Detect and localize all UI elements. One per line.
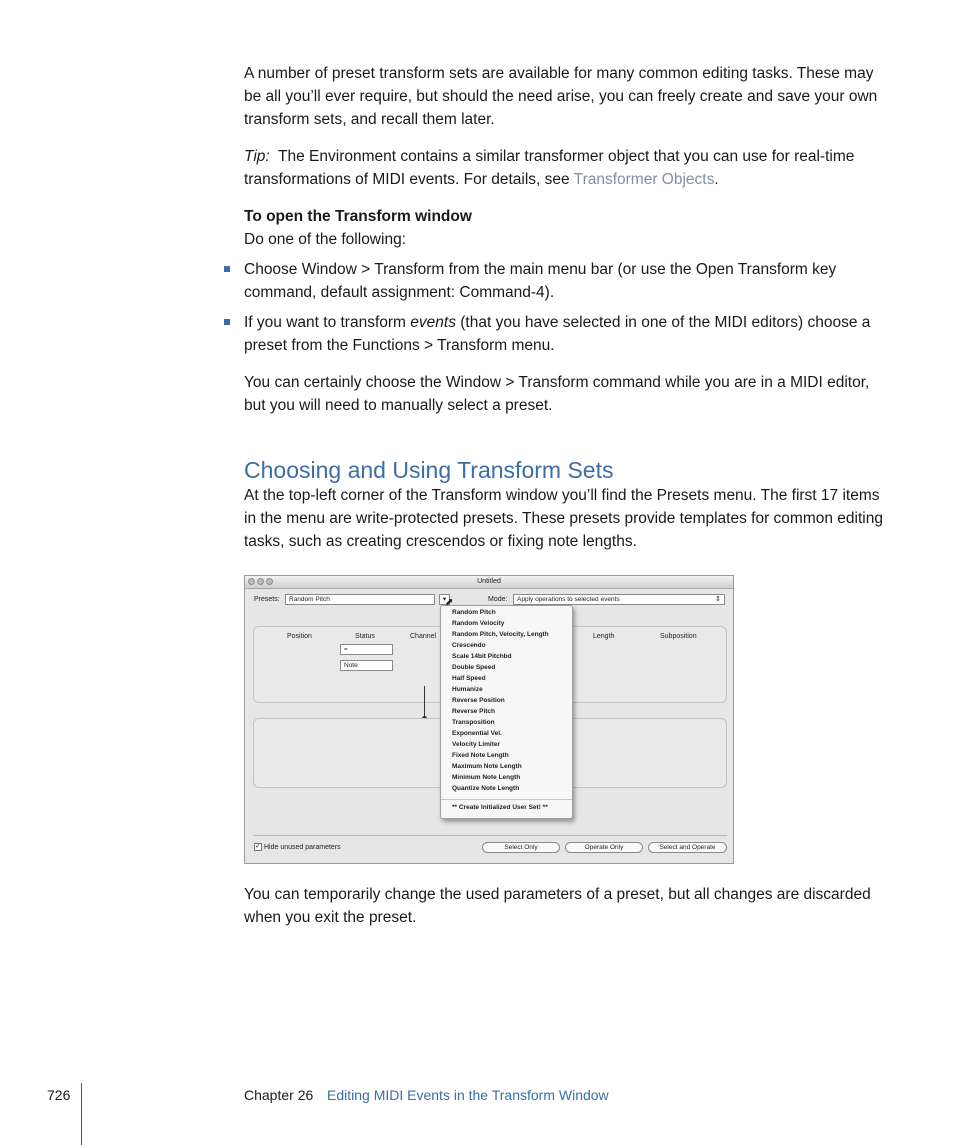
menu-item[interactable]: Half Speed [452, 675, 486, 682]
tip-paragraph [244, 145, 884, 191]
section-paragraph: At the top-left corner of the Transform window you’ll find the Presets menu. The first 17 items in the menu are write-protected presets. These presets provide templates for common editing tasks, such as creating crescendos or fixing note lengths. [244, 487, 883, 550]
column-status: Status [355, 633, 375, 640]
transformer-objects-link[interactable]: Transformer Objects [573, 171, 715, 188]
intro-paragraph: A number of preset transform sets are available for many common editing tasks. These may be all you’ll ever require, but should the need arise, you can freely create and save your own transform sets, and recall them later. [244, 65, 878, 128]
bullet-2-text-b: (that you have selected in one of the MIDI editors) choose a preset from the Functions > Transform menu. [244, 314, 871, 354]
footer-chapter-title: Editing MIDI Events in the Transform Window [327, 1087, 609, 1103]
window-title: Untitled [477, 578, 501, 585]
window-titlebar [245, 576, 733, 589]
mode-label: Mode: [488, 596, 508, 603]
updown-icon: ⇕ [715, 596, 721, 603]
presets-dropdown-menu [440, 605, 573, 819]
menu-separator [441, 799, 572, 800]
bullet-item-2 [244, 311, 884, 357]
menu-item[interactable]: Reverse Position [452, 697, 505, 704]
menu-item[interactable]: Minimum Note Length [452, 774, 521, 781]
mode-select[interactable]: Apply operations to selected events [513, 594, 725, 605]
task-after-paragraph: You can certainly choose the Window > Transform command while you are in a MIDI editor, but you will need to manually select a preset. [244, 374, 870, 414]
column-length: Length [593, 633, 615, 640]
footer-rule [81, 1083, 82, 1145]
hide-unused-checkbox[interactable]: ✓ [255, 843, 261, 850]
chevron-down-icon: ▾ [442, 596, 447, 603]
hide-unused-label: Hide unused parameters [264, 844, 341, 851]
bullet-2-text-a: If you want to transform [244, 314, 406, 331]
bullet-icon [224, 266, 230, 272]
column-channel: Channel [410, 633, 437, 640]
bullet-2-emphasis: events [410, 314, 456, 331]
presets-label: Presets: [254, 596, 280, 603]
status-value-select[interactable]: Note [340, 660, 393, 671]
menu-item[interactable]: Quantize Note Length [452, 785, 520, 792]
menu-item[interactable]: Velocity Limiter [452, 741, 501, 748]
menu-item[interactable]: Scale 14bit Pitchbd [452, 653, 512, 660]
menu-item[interactable]: Exponential Vel. [452, 730, 502, 737]
menu-item[interactable]: Random Pitch [452, 609, 496, 616]
tip-text: The Environment contains a similar transformer object that you can use for real-time transformations of MIDI events. For details, see [244, 148, 855, 188]
menu-item[interactable]: Double Speed [452, 664, 496, 671]
tip-label: Tip: [244, 148, 270, 165]
menu-item[interactable]: Crescendo [452, 642, 486, 649]
presets-field[interactable]: Random Pitch [285, 594, 435, 605]
menu-item[interactable]: Fixed Note Length [452, 752, 509, 759]
tip-end: . [714, 171, 719, 188]
bullet-item-1: Choose Window > Transform from the main menu bar (or use the Open Transform key command, default assignment: Command-4). [244, 261, 837, 301]
column-position: Position [287, 633, 312, 640]
footer-chapter: Chapter 26 [244, 1087, 314, 1103]
menu-item-create-user-set[interactable]: ** Create Initialized User Set! ** [452, 804, 548, 811]
task-lead: Do one of the following: [244, 231, 406, 248]
menu-item[interactable]: Transposition [452, 719, 495, 726]
closing-paragraph: You can temporarily change the used parameters of a preset, but all changes are discarded when you exit the preset. [244, 886, 871, 926]
menu-item[interactable]: Reverse Pitch [452, 708, 495, 715]
menu-item[interactable]: Humanize [452, 686, 483, 693]
operate-only-button[interactable]: Operate Only [565, 842, 643, 853]
bullet-icon [224, 319, 230, 325]
menu-item[interactable]: Maximum Note Length [452, 763, 522, 770]
status-operator-select[interactable]: = [340, 644, 393, 655]
task-title: To open the Transform window [244, 208, 472, 225]
transform-window-screenshot [244, 575, 734, 864]
page-number: 726 [47, 1087, 71, 1103]
select-and-operate-button[interactable]: Select and Operate [648, 842, 727, 853]
divider [253, 835, 727, 836]
cursor-arrow-icon: ⬈ [445, 597, 454, 608]
menu-item[interactable]: Random Pitch, Velocity, Length [452, 631, 549, 638]
section-heading: Choosing and Using Transform Sets [244, 457, 614, 483]
select-only-button[interactable]: Select Only [482, 842, 560, 853]
menu-item[interactable]: Random Velocity [452, 620, 505, 627]
column-subposition: Subposition [660, 633, 697, 640]
